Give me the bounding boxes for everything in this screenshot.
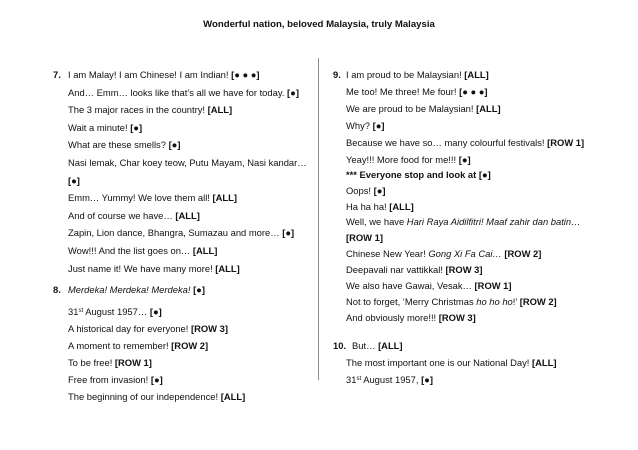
line-cue: [ALL] — [389, 201, 414, 212]
line-text: Yeay!!! More food for me!!! — [346, 154, 459, 165]
s9a-line — [346, 87, 488, 96]
date-line-10: 31st August 1957, [●] — [346, 374, 433, 385]
merdeka-line: Merdeka! Merdeka! Merdeka! [●] — [68, 284, 205, 295]
s7-line — [68, 211, 200, 220]
s8-line — [68, 358, 152, 367]
s7-line — [68, 193, 237, 202]
s7-line — [68, 140, 180, 149]
raya-row-line: [ROW 1] — [346, 232, 383, 243]
line-cue: [●] — [458, 154, 471, 165]
line-cue: [●] — [373, 185, 386, 196]
s7-line — [68, 228, 294, 237]
column-divider — [318, 58, 319, 380]
line-text: Oops! — [346, 185, 374, 196]
line-cue: [ROW 1] — [547, 137, 585, 148]
line-text: The 3 major races in the country! — [68, 104, 208, 116]
line-text: I am Malay! I am Chinese! I am Indian! — [68, 69, 232, 80]
line-text: Deepavali nar vattikkal! — [346, 264, 446, 275]
s7-line — [68, 105, 232, 114]
s8-line — [68, 324, 228, 333]
s9a-line — [346, 155, 471, 164]
line-cue: [ROW 1] — [474, 280, 512, 291]
line-cue: [●] — [150, 374, 163, 385]
line-text: Emm… Yummy! We love them all! — [68, 192, 213, 204]
line-text: What are these smells? — [68, 139, 169, 151]
line-text: And… Emm… looks like that’s all we have for today. — [68, 86, 288, 98]
s9a-line — [346, 70, 489, 79]
line-cue: [●] — [372, 120, 385, 131]
stop-line: *** Everyone stop and look at [●] — [346, 169, 491, 180]
line-cue: [ALL] — [464, 69, 489, 80]
s9c-line — [346, 281, 512, 290]
line-text: The beginning of our independence! — [68, 391, 221, 402]
line-text: A historical day for everyone! — [68, 323, 191, 334]
s9b-line — [346, 186, 386, 195]
line-cue: [●] — [282, 227, 295, 239]
line-cue: [●] — [130, 121, 143, 133]
line-text: I am proud to be Malaysian! — [346, 69, 465, 80]
s8-line — [68, 392, 245, 401]
line-cue: [ALL] — [192, 245, 218, 256]
s7-line — [68, 246, 217, 255]
cny-line: Chinese New Year! Gong Xi Fa Cai… [ROW 2] — [346, 248, 542, 259]
national-day-line: The most important one is our National Day! [ALL] — [346, 357, 557, 368]
line-cue: [●] — [168, 139, 181, 151]
line-cue: [●] — [287, 86, 299, 98]
line-cue: [ROW 2] — [171, 340, 209, 351]
line-text: Zapin, Lion dance, Bhangra, Sumazau and more… — [68, 227, 283, 239]
line-text: We also have Gawai, Vesak… — [346, 280, 475, 291]
line-cue: [ALL] — [212, 192, 237, 204]
line-text: To be free! — [68, 357, 115, 368]
christmas-line: Not to forget, ‘Merry Christmas ho ho ho!’ [ROW 2] — [346, 296, 557, 307]
line-text: Free from invasion! — [68, 374, 151, 385]
line-cue: [ROW 1] — [114, 357, 152, 368]
s9a-line — [346, 104, 501, 113]
more-line: And obviously more!!! [ROW 3] — [346, 312, 476, 323]
s8-line — [68, 341, 208, 350]
line-cue: [● ● ●] — [231, 69, 260, 80]
line-cue: [●] — [68, 174, 80, 186]
line-cue: [ALL] — [215, 262, 240, 274]
section-number-9: 9. — [333, 69, 341, 80]
line-text: Wow!!! And the list goes on… — [68, 245, 193, 256]
s9a-line — [346, 121, 385, 130]
s9a-line — [346, 138, 584, 147]
section-number-10: 10. — [333, 340, 347, 351]
s9b-line — [346, 202, 414, 211]
section-number-8: 8. — [53, 284, 61, 295]
s7-line — [68, 88, 299, 97]
line-cue: [ALL] — [476, 103, 501, 114]
line-text: Ha ha ha! — [346, 201, 390, 212]
page-title: Wonderful nation, beloved Malaysia, truly Malaysia — [203, 19, 435, 30]
date-line-8: 31st August 1957… [●] — [68, 306, 162, 317]
section-number-7: 7. — [53, 69, 61, 80]
line-text: Wait a minute! — [68, 121, 131, 133]
line-cue: [ROW 3] — [190, 323, 228, 334]
line-text: And of course we have… — [68, 209, 176, 221]
line-cue: [ROW 3] — [445, 264, 483, 275]
raya-line: Well, we have Hari Raya Aidilfitri! Maaf zahir dan batin… — [346, 216, 581, 227]
but-line: But… [ALL] — [352, 340, 403, 351]
line-text: Me too! Me three! Me four! — [346, 86, 460, 97]
line-text: Just name it! We have many more! — [68, 262, 216, 274]
s7-line — [68, 264, 240, 273]
s7-line — [68, 176, 80, 185]
line-text: Because we have so… many colourful festivals! — [346, 137, 548, 148]
line-cue: [● ● ●] — [459, 86, 488, 97]
line-cue: [ALL] — [175, 209, 200, 221]
line-text: Why? — [346, 120, 373, 131]
line-text: A moment to remember! — [68, 340, 172, 351]
line-text: Nasi lemak, Char koey teow, Putu Mayam, Nasi kandar… — [68, 157, 307, 168]
s7-line — [68, 123, 142, 132]
s7-line — [68, 158, 307, 167]
s9c-line — [346, 265, 483, 274]
line-text: We are proud to be Malaysian! — [346, 103, 477, 114]
s8-line — [68, 375, 163, 384]
line-cue: [ALL] — [207, 104, 233, 116]
line-cue: [ALL] — [220, 391, 246, 402]
s7-line — [68, 70, 260, 79]
